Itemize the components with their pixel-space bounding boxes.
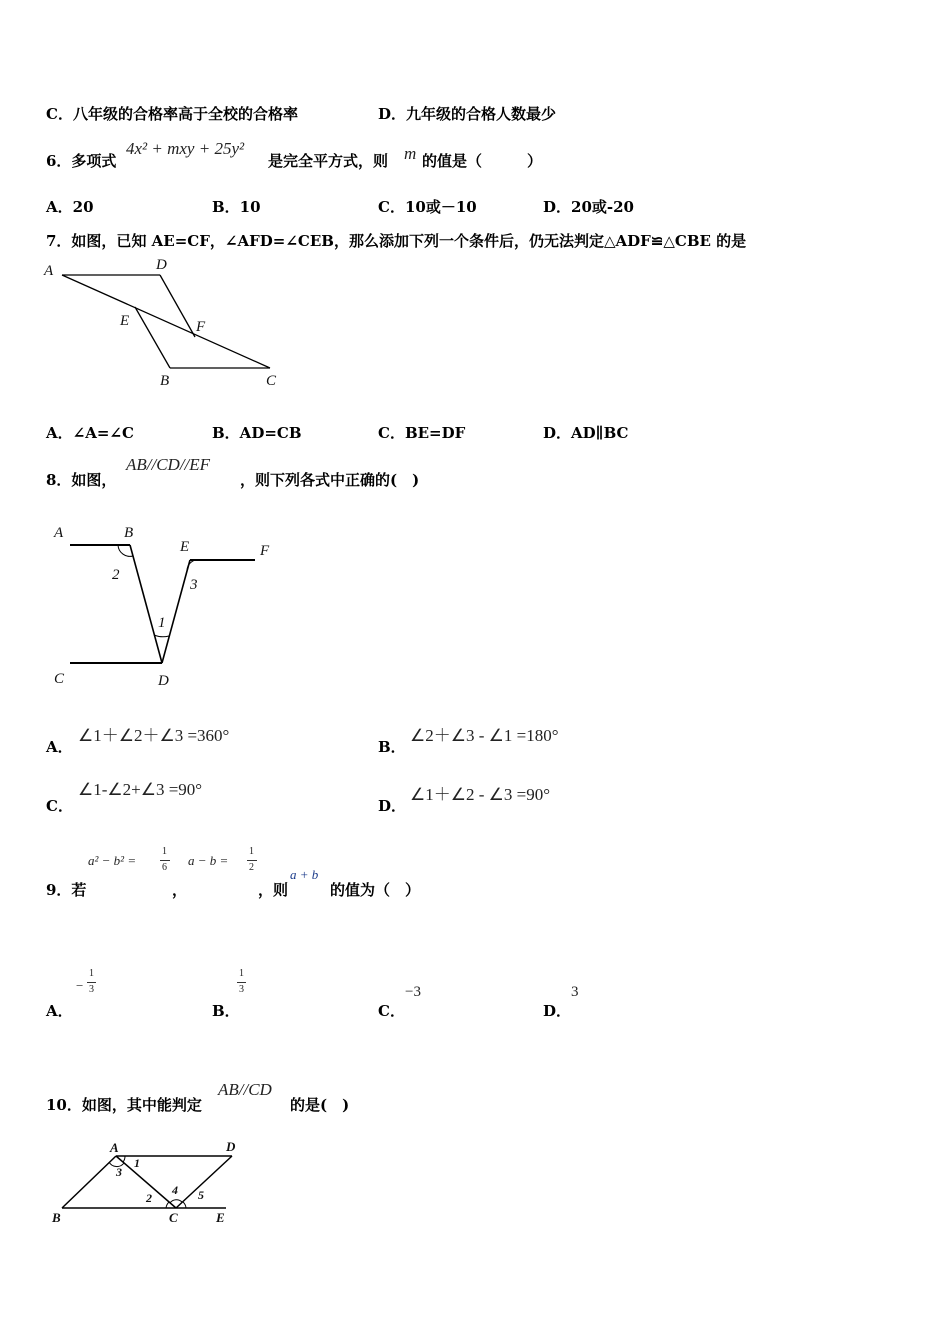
q8-label-2: 2 <box>112 567 120 583</box>
q7-label-c: C <box>266 373 277 389</box>
q7-line-df <box>160 275 195 337</box>
q7-line-ac <box>62 275 270 368</box>
q9-cond1-fraction-bar <box>160 860 170 861</box>
q9-option-b-num: 1 <box>239 968 244 979</box>
q9-option-b-den: 3 <box>239 984 244 995</box>
q7-option-d: D．AD∥BC <box>543 424 629 442</box>
q5-option-c: C．八年级的合格率高于全校的合格率 <box>46 105 298 123</box>
q8-line-ed <box>162 560 190 663</box>
q9-cond2-num: 1 <box>249 846 254 857</box>
q6-option-c: C．10或－10 <box>378 198 477 216</box>
q7-label-d: D <box>156 257 167 273</box>
q8-label-d: D <box>158 673 169 689</box>
q8-option-a-expr: ∠1＋∠2＋∠3 =360° <box>78 726 230 745</box>
q8-option-b-expr: ∠2＋∠3 - ∠1 =180° <box>410 726 559 745</box>
q9-option-a-label: A． <box>46 1002 73 1020</box>
q8-label-f: F <box>260 543 270 559</box>
q7-option-c: C．BE=DF <box>378 424 466 442</box>
q8-line-bd <box>130 545 162 663</box>
q8-option-c-label: C． <box>46 797 73 815</box>
q8-option-c-expr: ∠1-∠2+∠3 =90° <box>78 780 203 799</box>
q9-stem-tail: 的值为（ ） <box>330 881 421 899</box>
q8-figure <box>50 515 290 695</box>
q9-option-a-sign: − <box>76 978 84 993</box>
q6-polynomial: 4x² + mxy + 25y² <box>126 139 245 158</box>
q10-arc-2 <box>166 1202 169 1208</box>
q10-arc-4 <box>170 1200 182 1203</box>
q10-label-b: B <box>52 1210 61 1225</box>
q6-variable: m <box>404 144 417 163</box>
q9-option-d-value: 3 <box>571 984 579 1000</box>
q10-stem-tail: 的是( ) <box>290 1096 350 1114</box>
q8-parallel-expr: AB//CD//EF <box>126 455 211 474</box>
q9-option-d-label: D． <box>543 1002 572 1020</box>
q9-expr: a + b <box>290 867 319 882</box>
q6-stem-mid: 是完全平方式，则 <box>268 152 389 170</box>
q8-option-d-expr: ∠1＋∠2 - ∠3 =90° <box>410 785 551 804</box>
q7-figure <box>40 255 300 395</box>
q9-cond2-den: 2 <box>249 862 254 873</box>
q10-label-5: 5 <box>198 1188 204 1202</box>
q8-label-a: A <box>54 525 64 541</box>
q8-option-a-label: A． <box>46 738 73 756</box>
q9-number: 9．若 <box>46 881 87 899</box>
q6-stem-tail: 的值是（ ） <box>422 152 543 170</box>
q8-option-b-label: B． <box>378 738 406 756</box>
q10-label-1: 1 <box>134 1156 140 1170</box>
q10-parallel-expr: AB//CD <box>218 1080 272 1099</box>
q6-option-d: D．20或-20 <box>543 198 634 216</box>
q10-label-3: 3 <box>116 1165 122 1179</box>
q7-option-b: B．AD=CB <box>212 424 302 442</box>
q9-option-a-num: 1 <box>89 968 94 979</box>
q9-cond2: a − b = <box>188 853 229 868</box>
q6-option-b: B．10 <box>212 198 261 216</box>
q8-option-d-label: D． <box>378 797 407 815</box>
q7-label-e: E <box>120 313 130 329</box>
q10-label-2: 2 <box>146 1191 152 1205</box>
q7-stem: 7．如图，已知 AE=CF，∠AFD=∠CEB，那么添加下列一个条件后，仍无法判定△ADF≌△CBE 的是 <box>46 232 747 250</box>
q9-option-c-label: C． <box>378 1002 405 1020</box>
q7-label-b: B <box>160 373 170 389</box>
q10-label-c: C <box>169 1210 178 1225</box>
q8-stem-tail: ，则下列各式中正确的( ) <box>240 471 420 489</box>
q9-cond1-den: 6 <box>162 862 167 873</box>
q10-label-a: A <box>110 1140 119 1155</box>
q9-option-b-fraction-bar <box>237 982 246 983</box>
q10-arc-5 <box>183 1202 186 1208</box>
q8-arc-1 <box>154 635 169 637</box>
q8-label-3: 3 <box>190 577 198 593</box>
q9-comma: ， <box>172 881 188 899</box>
q10-figure <box>44 1136 264 1236</box>
q8-label-c: C <box>54 671 65 687</box>
q10-arc-1 <box>123 1156 125 1162</box>
q10-label-4: 4 <box>172 1183 178 1197</box>
q6-option-a: A．20 <box>46 198 94 216</box>
q8-label-b: B <box>124 525 134 541</box>
q6-number: 6．多项式 <box>46 152 117 170</box>
q10-number: 10．如图，其中能判定 <box>46 1096 202 1114</box>
q10-label-e: E <box>216 1210 225 1225</box>
q10-label-d: D <box>226 1139 236 1154</box>
q9-option-a-den: 3 <box>89 984 94 995</box>
q9-option-b-label: B． <box>212 1002 240 1020</box>
q8-number: 8．如图， <box>46 471 117 489</box>
q9-cond2-fraction-bar <box>247 860 257 861</box>
q9-option-a-fraction-bar <box>87 982 96 983</box>
q10-line-ab <box>62 1156 116 1208</box>
q9-option-c-value: −3 <box>405 984 421 1000</box>
q9-cond1-num: 1 <box>162 846 167 857</box>
q7-label-f: F <box>196 319 206 335</box>
q7-option-a: A．∠A=∠C <box>46 424 134 442</box>
q5-option-d: D．九年级的合格人数最少 <box>378 105 557 123</box>
q7-label-a: A <box>44 263 54 279</box>
q8-label-1: 1 <box>158 615 166 631</box>
q8-label-e: E <box>180 539 190 555</box>
q9-then: ，则 <box>258 881 289 899</box>
q9-cond1: a² − b² = <box>88 853 137 868</box>
q10-line-dc <box>176 1156 232 1208</box>
